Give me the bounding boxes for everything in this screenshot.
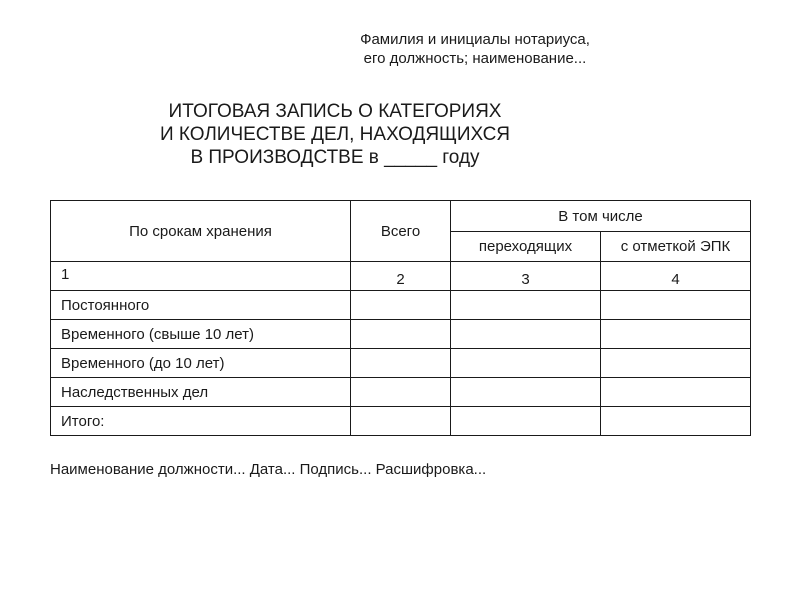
row-transferring-cell (451, 378, 601, 407)
column-number-4: 4 (601, 262, 751, 291)
column-number-2: 2 (351, 262, 451, 291)
row-total-cell (351, 349, 451, 378)
header-epk: с отметкой ЭПК (601, 232, 751, 262)
document-title-line-2: И КОЛИЧЕСТВЕ ДЕЛ, НАХОДЯЩИХСЯ (159, 124, 511, 145)
document-title-line-3: В ПРОИЗВОДСТВЕ в _____ году (190, 147, 480, 168)
notary-header-line-1: Фамилия и инициалы нотариуса, (360, 31, 590, 48)
table-header-row (51, 201, 751, 232)
table-numbering-row (51, 262, 751, 291)
table-row (51, 378, 751, 407)
row-epk-cell (601, 291, 751, 320)
row-label: Временного (свыше 10 лет) (51, 320, 351, 349)
table-row (51, 320, 751, 349)
header-including: В том числе (451, 201, 751, 232)
signature-line: Наименование должности... Дата... Подпись... Расшифровка... (50, 461, 487, 478)
row-label: Наследственных дел (51, 378, 351, 407)
row-epk-cell (601, 378, 751, 407)
notary-header-line-2: его должность; наименование... (363, 50, 587, 67)
notary-header (320, 30, 630, 68)
table-row (51, 349, 751, 378)
row-epk-cell (601, 349, 751, 378)
row-label: Итого: (51, 407, 351, 436)
table-row (51, 291, 751, 320)
column-number-3: 3 (451, 262, 601, 291)
row-label: Временного (до 10 лет) (51, 349, 351, 378)
row-label: Постоянного (51, 291, 351, 320)
row-total-cell (351, 407, 451, 436)
row-transferring-cell (451, 349, 601, 378)
header-total: Всего (351, 201, 451, 262)
row-total-cell (351, 320, 451, 349)
table-row-total (51, 407, 751, 436)
row-total-cell (351, 378, 451, 407)
row-epk-cell (601, 407, 751, 436)
row-transferring-cell (451, 291, 601, 320)
column-number-1: 1 (51, 262, 351, 291)
header-transferring: переходящих (451, 232, 601, 262)
document-title (120, 100, 550, 169)
row-transferring-cell (451, 407, 601, 436)
cases-summary-table (50, 200, 751, 436)
header-storage-period: По срокам хранения (51, 201, 351, 262)
row-epk-cell (601, 320, 751, 349)
row-transferring-cell (451, 320, 601, 349)
row-total-cell (351, 291, 451, 320)
document-title-line-1: ИТОГОВАЯ ЗАПИСЬ О КАТЕГОРИЯХ (168, 101, 502, 122)
